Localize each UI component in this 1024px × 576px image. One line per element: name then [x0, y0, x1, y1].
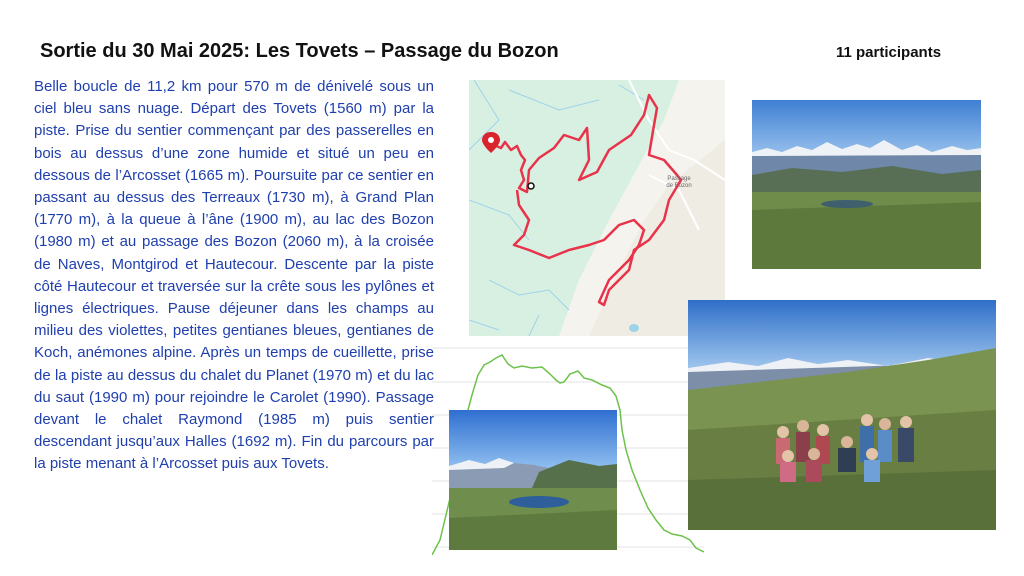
- page-title: Sortie du 30 Mai 2025: Les Tovets – Passage du Bozon: [40, 40, 559, 62]
- participants-count: 11 participants: [836, 44, 942, 61]
- photo-alpine-lake: [449, 410, 617, 550]
- map-label-line1: Passage: [667, 176, 691, 182]
- map-lake: [629, 324, 639, 332]
- route-map: [469, 80, 725, 336]
- photo-mountain-panorama: [752, 100, 981, 269]
- map-label-line2: de Bozon: [666, 183, 692, 189]
- hike-description: Belle boucle de 11,2 km pour 570 m de dénivelé sous un ciel bleu sans nuage. Départ des Tovets (1560 m) par la piste. Prise du sentier commençant par des passerelles en bois au dessus d’une zone humide et situé un peu en dessous de l’Arcosset (1665 m). Poursuite par ce sentier en passant au dessus des Terreaux (1730 m), à Grand Plan (1770 m), à la queue à l’âne (1900 m), au lac des Bozon (1980 m) et au passage des Bozon (2060 m), à la croisée de Naves, Montgirod et Hautecour. Descente par la piste côté Hautecour et traversée sur la crête sous les pylônes et lignes électriques. Pause déjeuner dans les champs au milieu des violettes, petites gentianes bleues, gentianes de Koch, anémones alpine. Après un temps de cueillette, prise de la piste au dessus du chalet du Planet (1970 m) et du lac du saut (1990 m) pour rejoindre le Carolet (1990). Passage devant le chalet Raymond (1985 m) puis sentier descendant jusqu’aux Halles (1692 m). Fin du parcours par la piste menant à l’Arcosset puis aux Tovets.: [34, 78, 434, 473]
- end-point-icon: [528, 183, 534, 189]
- photo-group-hikers: [688, 300, 996, 530]
